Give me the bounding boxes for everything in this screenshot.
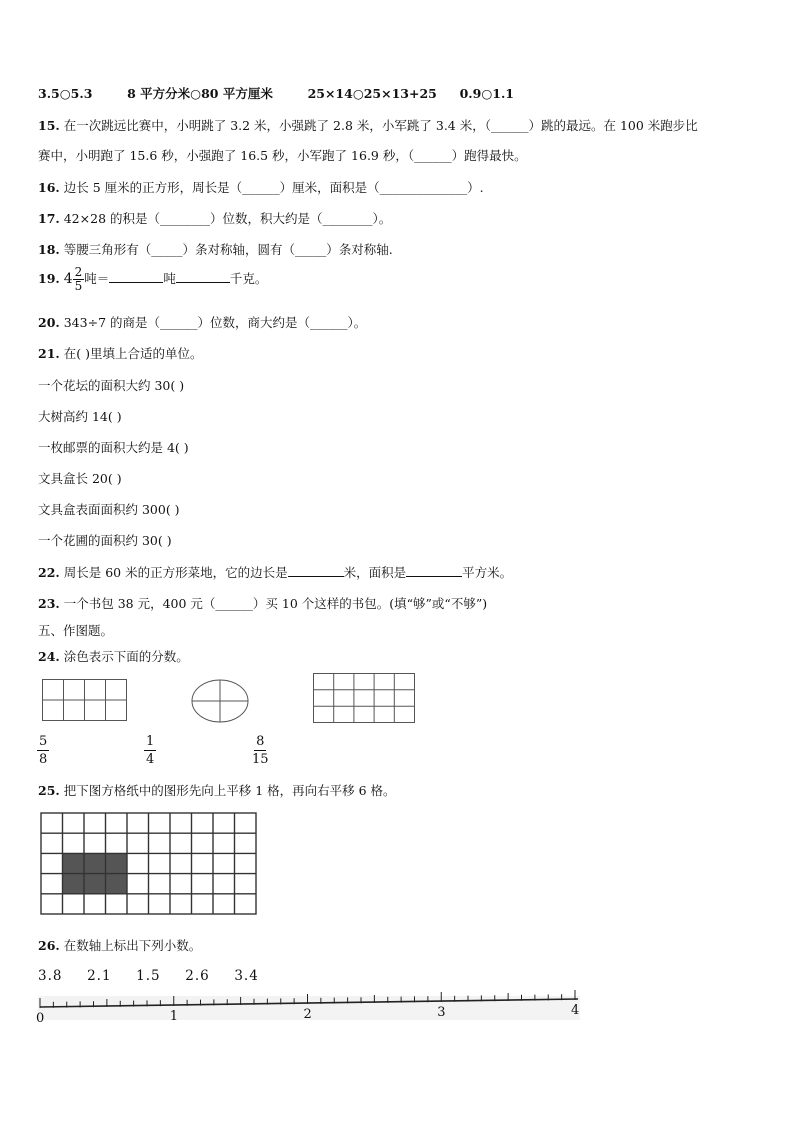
unit-item: 文具盒长 20( ) [38, 471, 122, 486]
question-15-line-2 [38, 146, 527, 164]
unit-item: 文具盒表面面积约 300( ) [38, 502, 180, 517]
question-17 [38, 209, 391, 227]
number-line-label: 1 [169, 1009, 179, 1024]
question-text: 赛中，小明跑了 15.6 秒，小强跑了 16.5 秒，小军跑了 16.9 秒，（______）跑得最快。 [38, 148, 527, 163]
grid-3x5[interactable] [313, 673, 416, 724]
unit-item: 一个花坛的面积大约 30( ) [38, 378, 185, 393]
question-26 [38, 936, 201, 954]
decimal-item: 2.6 [185, 968, 210, 984]
question-text: 涂色表示下面的分数。 [63, 649, 189, 664]
answer-blank[interactable] [109, 270, 163, 283]
question-text: 在( )里填上合适的单位。 [63, 346, 203, 361]
question-text: 一个书包 38 元，400 元（______）买 10 个这样的书包。(填“够”或“不够”) [63, 596, 488, 611]
question-number: 16. [38, 180, 60, 195]
comparison-row [38, 84, 514, 102]
fraction-denominator: 15 [252, 752, 269, 767]
question-24 [38, 647, 189, 665]
question-20 [38, 313, 366, 331]
question-text: 米，面积是 [343, 565, 407, 580]
number-line-label: 2 [303, 1007, 312, 1022]
question-number: 23. [38, 596, 60, 611]
mixed-number-whole: 4 [63, 271, 73, 287]
question-21 [38, 344, 202, 362]
fraction-numerator: 2 [74, 265, 83, 279]
fraction-denominator: 5 [74, 279, 83, 293]
question-text: 周长是 60 米的正方形菜地，它的边长是 [63, 565, 288, 580]
fraction-denominator: 4 [146, 752, 155, 767]
answer-blank[interactable] [176, 270, 230, 283]
number-line-label: 4 [571, 1003, 580, 1018]
decimal-item: 3.4 [234, 968, 259, 984]
question-text: 在一次跳远比赛中，小明跳了 3.2 米，小强跳了 2.8 米，小军跳了 3.4 米， [63, 118, 485, 133]
question-18 [38, 240, 393, 258]
unit-item: 一枚邮票的面积大约是 4( ) [38, 440, 189, 455]
unit-item: 一个花圃的面积约 30( ) [38, 533, 172, 548]
circle-quarters[interactable] [190, 678, 250, 724]
comparison-item: 25×14○25×13+25 [307, 86, 437, 101]
question-text: 平方米。 [462, 565, 513, 580]
question-number: 20. [38, 315, 60, 330]
number-line-label: 3 [437, 1005, 446, 1020]
question-number: 19. [38, 271, 60, 286]
question-16 [38, 178, 484, 196]
unit-text: 吨 [163, 271, 176, 286]
fraction-numerator: 5 [39, 734, 48, 749]
answer-blank[interactable] [288, 564, 344, 577]
question-23 [38, 594, 487, 612]
question-number: 17. [38, 211, 60, 226]
mixed-number-fraction [73, 266, 85, 293]
question-text: 在数轴上标出下列小数。 [63, 938, 202, 953]
question-text: 把下图方格纸中的图形先向上平移 1 格，再向右平移 6 格。 [63, 783, 396, 798]
question-text: 42×28 的积是（________）位数，积大约是（________）。 [63, 211, 392, 226]
question-number: 21. [38, 346, 60, 361]
number-line[interactable] [30, 990, 590, 1030]
question-text: 等腰三角形有（_____）条对称轴，圆有（_____）条对称轴. [63, 242, 393, 257]
grid-2x4[interactable] [42, 679, 128, 722]
decimal-item: 2.1 [87, 968, 112, 984]
fraction-numerator: 1 [146, 734, 155, 749]
comparison-item: 8 平方分米○80 平方厘米 [127, 86, 273, 101]
question-text: （______）跳的最远。在 100 米跑步比 [484, 118, 698, 133]
question-number: 24. [38, 649, 60, 664]
unit-text: 吨＝ [84, 271, 110, 286]
fraction-denominator: 8 [39, 752, 48, 767]
question-text: 343÷7 的商是（______）位数，商大约是（______）。 [63, 315, 367, 330]
decimal-item: 3.8 [38, 968, 63, 984]
question-text: 边长 5 厘米的正方形，周长是（______）厘米，面积是（______________）. [63, 180, 484, 195]
fraction-label [37, 733, 49, 768]
unit-text: 千克。 [229, 271, 268, 286]
question-number: 25. [38, 783, 60, 798]
question-22 [38, 563, 512, 581]
comparison-item: 3.5○5.3 [38, 86, 93, 101]
question-15-line-1 [38, 116, 698, 134]
decimal-list [38, 968, 259, 984]
unit-item: 大树高约 14( ) [38, 409, 122, 424]
fraction-label [250, 733, 271, 768]
comparison-item: 0.9○1.1 [459, 86, 514, 101]
question-number: 22. [38, 565, 60, 580]
section-title: 五、作图题。 [38, 623, 114, 638]
answer-blank[interactable] [406, 564, 462, 577]
question-19 [38, 266, 267, 293]
question-number: 18. [38, 242, 60, 257]
question-number: 26. [38, 938, 60, 953]
fraction-label [144, 733, 156, 768]
question-25 [38, 781, 396, 799]
question-number: 15. [38, 118, 60, 133]
translation-grid[interactable] [40, 812, 258, 916]
decimal-item: 1.5 [136, 968, 161, 984]
number-line-label: 0 [36, 1011, 45, 1026]
fraction-numerator: 8 [256, 734, 265, 749]
